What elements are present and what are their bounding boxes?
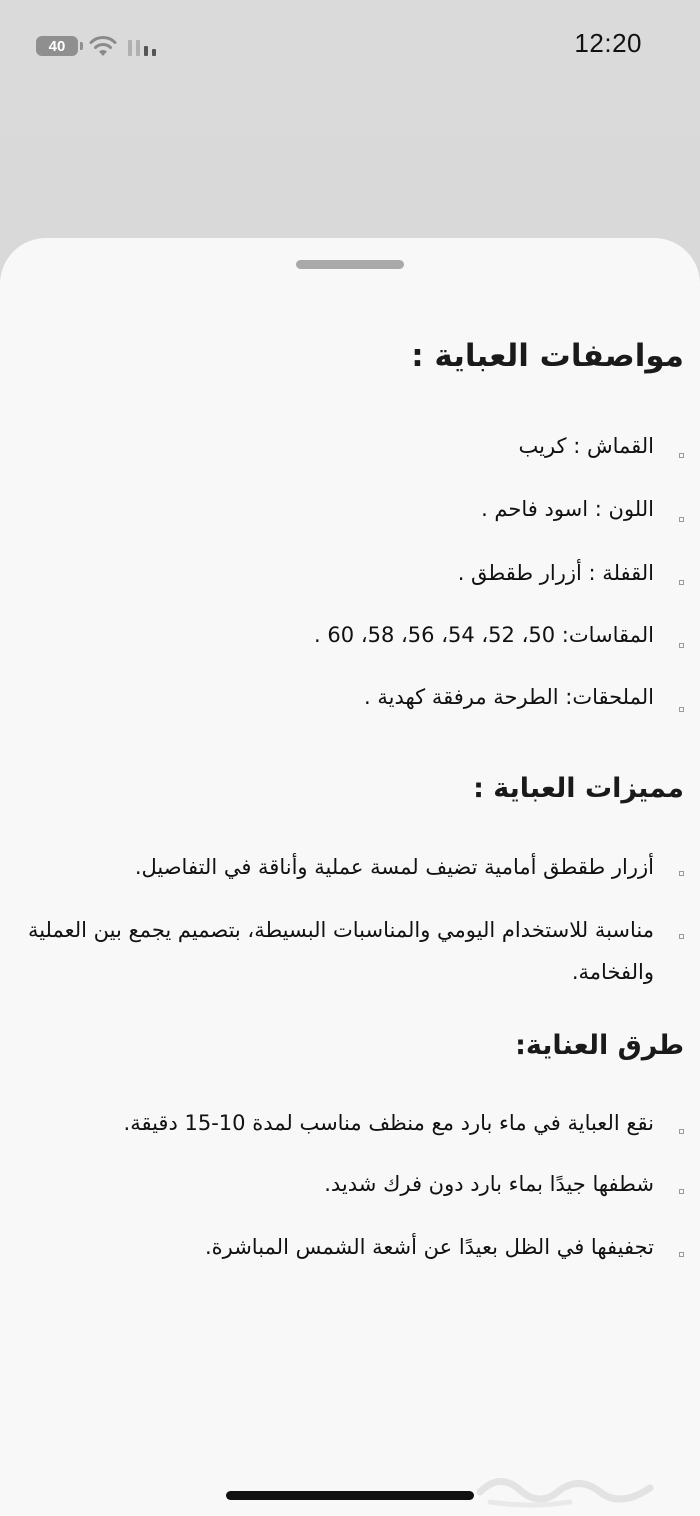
spec-item: المقاسات: 50، 52، 54، 56، 58، 60 . <box>314 623 654 647</box>
bullet-icon <box>679 580 684 585</box>
bottom-sheet[interactable] <box>0 238 700 1516</box>
spec-item: القفلة : أزرار طقطق . <box>457 561 654 585</box>
bullet-icon <box>679 707 684 712</box>
battery-level: 40 <box>48 37 66 55</box>
status-time: 12:20 <box>574 28 642 58</box>
care-item: نقع العباية في ماء بارد مع منظف مناسب لمدة 10-15 دقيقة. <box>123 1111 654 1135</box>
haraj-watermark-logo <box>470 1462 670 1510</box>
feature-item: أزرار طقطق أمامية تضيف لمسة عملية وأناقة في التفاصيل. <box>134 855 654 879</box>
bullet-icon <box>679 517 684 522</box>
battery-icon <box>36 36 78 56</box>
care-item: تجفيفها في الظل بعيدًا عن أشعة الشمس المباشرة. <box>204 1235 654 1259</box>
features-title: مميزات العباية : <box>473 773 684 804</box>
specs-title: مواصفات العباية : <box>411 338 684 374</box>
bullet-icon <box>679 1189 684 1194</box>
spec-item: القماش : كريب <box>518 434 654 458</box>
care-title: طرق العناية: <box>515 1030 684 1061</box>
spec-item: الملحقات: الطرحة مرفقة كهدية . <box>364 685 654 709</box>
wifi-icon <box>88 34 118 58</box>
sheet-content <box>0 238 700 1516</box>
cellular-signal-icon <box>128 38 160 56</box>
care-item: شطفها جيدًا بماء بارد دون فرك شديد. <box>324 1172 654 1196</box>
feature-item: مناسبة للاستخدام اليومي والمناسبات البسيطة، بتصميم يجمع بين العملية والفخامة. <box>27 918 654 984</box>
bullet-icon <box>679 934 684 939</box>
home-indicator[interactable] <box>226 1491 474 1500</box>
status-bar <box>0 0 700 90</box>
bullet-icon <box>679 1129 684 1134</box>
bullet-icon <box>679 453 684 458</box>
bullet-icon <box>679 643 684 648</box>
bullet-icon <box>679 1252 684 1257</box>
bullet-icon <box>679 871 684 876</box>
spec-item: اللون : اسود فاحم . <box>481 497 654 521</box>
